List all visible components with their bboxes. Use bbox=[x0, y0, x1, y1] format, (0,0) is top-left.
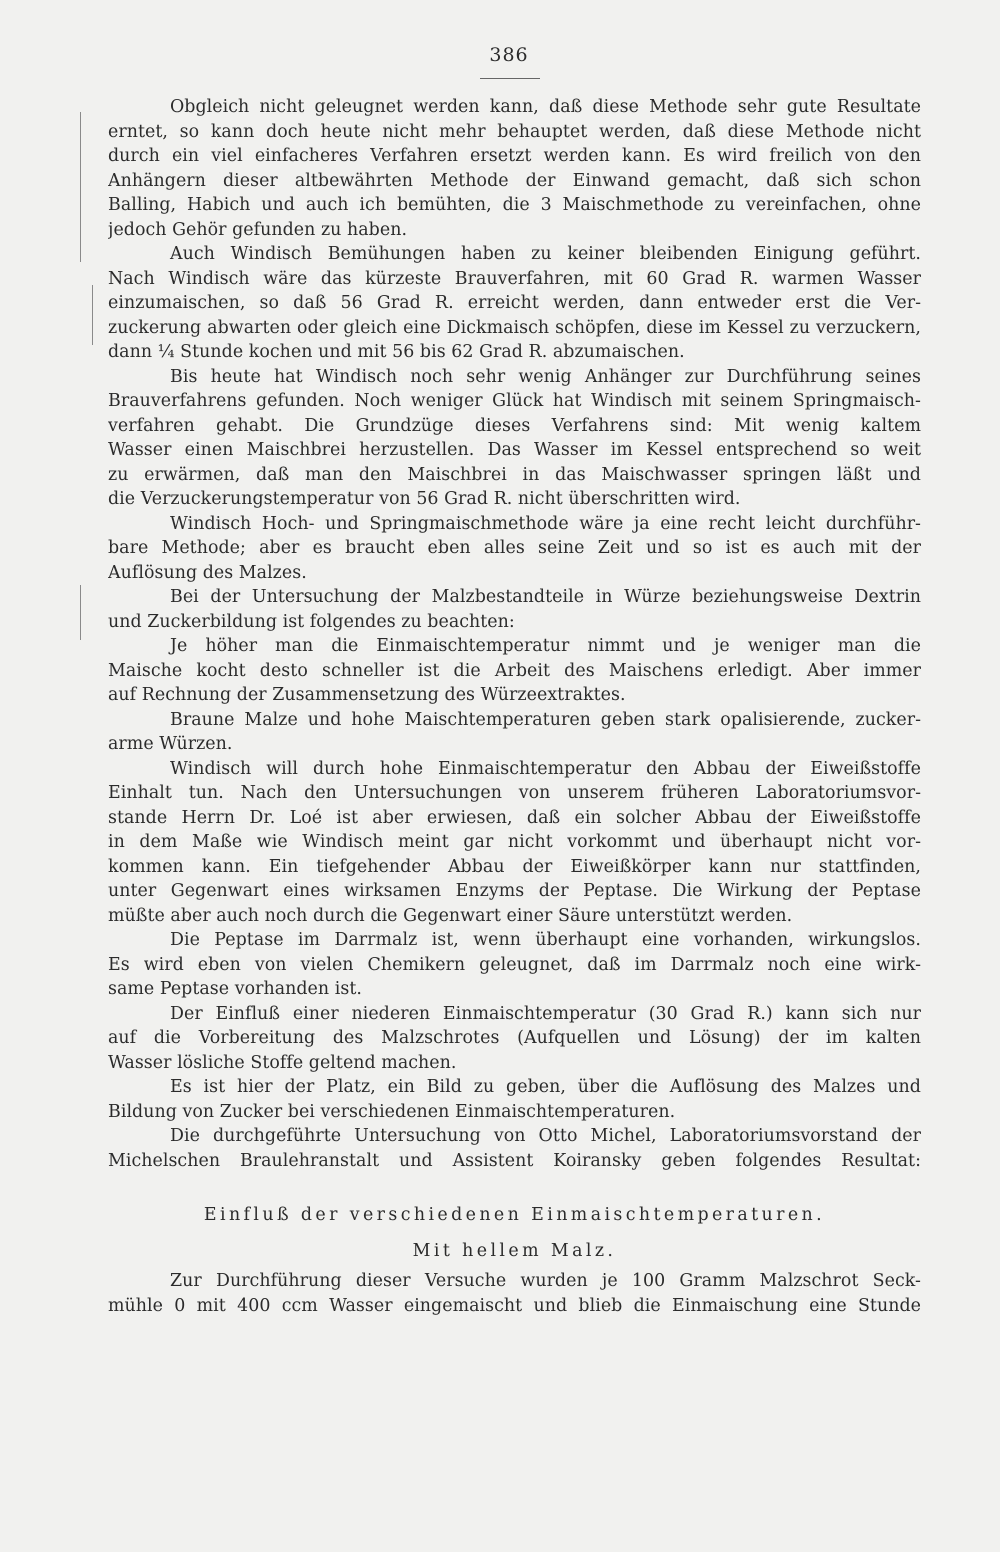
text-line: auf die Vorbereitung des Malzschrotes (Aufquellen und Lösung) der im kalten bbox=[108, 1028, 921, 1048]
text-line: unter Gegenwart eines wirksamen Enzyms der Peptase. Die Wirkung der Peptase bbox=[108, 881, 921, 901]
text-line: jedoch Gehör gefunden zu haben. bbox=[108, 219, 408, 240]
text-line: arme Würzen. bbox=[108, 734, 233, 754]
text-line: einzumaischen, so daß 56 Grad R. erreicht werden, dann entweder erst die Ver- bbox=[108, 293, 921, 313]
text-line: Die durchgeführte Untersuchung von Otto Michel, Laboratoriumsvorstand der bbox=[170, 1126, 921, 1146]
text-line: auf Rechnung der Zusammensetzung des Würzeextraktes. bbox=[108, 685, 626, 705]
text-line: Bis heute hat Windisch noch sehr wenig Anhänger zur Durchführung seines bbox=[170, 366, 921, 387]
section-subheading: Mit hellem Malz. bbox=[412, 1241, 617, 1261]
paragraph-lines-after bbox=[108, 1269, 921, 1318]
text-line: Auflösung des Malzes. bbox=[108, 562, 307, 583]
text-line: Michelschen Braulehranstalt und Assistent Koiransky geben folgendes Resultat: bbox=[108, 1150, 921, 1171]
body-text bbox=[108, 95, 921, 1318]
text-line: müßte aber auch noch durch die Gegenwart einer Säure unterstützt werden. bbox=[108, 905, 793, 926]
text-line: Auch Windisch Bemühungen haben zu keiner bleibenden Einigung geführt. bbox=[170, 244, 921, 264]
page-number: 386 bbox=[489, 44, 529, 66]
text-line: dann ¼ Stunde kochen und mit 56 bis 62 Grad R. abzumaischen. bbox=[108, 342, 685, 362]
text-line: Anhängern dieser altbewährten Methode der Einwand gemacht, daß sich schon bbox=[108, 170, 921, 191]
text-line: die Verzuckerungstemperatur von 56 Grad R. nicht überschritten wird. bbox=[108, 489, 741, 509]
text-line: Bei der Untersuchung der Malzbestandteile in Würze beziehungsweise Dextrin bbox=[170, 587, 921, 607]
text-line: Nach Windisch wäre das kürzeste Brauverfahren, mit 60 Grad R. warmen Wasser bbox=[108, 268, 921, 289]
text-line: und Zuckerbildung ist folgendes zu beachten: bbox=[108, 611, 515, 632]
margin-mark bbox=[80, 585, 81, 640]
text-line: erntet, so kann doch heute nicht mehr behauptet werden, daß diese Methode nicht bbox=[108, 121, 921, 142]
text-line: Brauverfahrens gefunden. Noch weniger Glück hat Windisch mit seinem Springmaisch- bbox=[108, 391, 921, 411]
text-line: Zur Durchführung dieser Versuche wurden je 100 Gramm Malzschrot Seck- bbox=[170, 1271, 921, 1291]
text-line: Bildung von Zucker bei verschiedenen Einmaischtemperaturen. bbox=[108, 1101, 676, 1122]
section-heading: Einfluß der verschiedenen Einmaischtemperaturen. bbox=[203, 1205, 826, 1225]
text-line: Balling, Habich und auch ich bemühten, die 3 Maischmethode zu vereinfachen, ohne bbox=[108, 195, 921, 215]
text-line: in dem Maße wie Windisch meint gar nicht vorkommt und überhaupt nicht vor- bbox=[108, 832, 921, 852]
text-line: Einhalt tun. Nach den Untersuchungen von unserem früheren Laboratoriumsvor- bbox=[108, 783, 921, 803]
text-line: Braune Malze und hohe Maischtemperaturen geben stark opalisierende, zucker- bbox=[170, 709, 921, 730]
text-line: bare Methode; aber es braucht eben alles seine Zeit und so ist es auch mit der bbox=[108, 538, 921, 558]
text-line: same Peptase vorhanden ist. bbox=[108, 979, 362, 999]
text-line: Wasser lösliche Stoffe geltend machen. bbox=[108, 1052, 457, 1073]
text-line: Die Peptase im Darrmalz ist, wenn überhaupt eine vorhanden, wirkungslos. bbox=[170, 930, 921, 950]
page-number-rule bbox=[480, 78, 540, 79]
section-spacer bbox=[108, 1173, 921, 1197]
paragraph-lines bbox=[108, 95, 921, 1173]
text-line: mühle 0 mit 400 ccm Wasser eingemaischt und blieb die Einmaischung eine Stunde bbox=[108, 1295, 921, 1316]
margin-mark bbox=[92, 285, 93, 345]
text-line: Windisch Hoch- und Springmaischmethode wäre ja eine recht leicht durchführ- bbox=[170, 513, 921, 534]
text-line: Wasser einen Maischbrei herzustellen. Das Wasser im Kessel entsprechend so weit bbox=[108, 440, 921, 460]
text-line: stande Herrn Dr. Loé ist aber erwiesen, daß ein solcher Abbau der Eiweißstoffe bbox=[108, 807, 921, 828]
text-line: verfahren gehabt. Die Grundzüge dieses Verfahrens sind: Mit wenig kaltem bbox=[108, 415, 921, 436]
text-line: zuckerung abwarten oder gleich eine Dickmaisch schöpfen, diese im Kessel zu verzuckern, bbox=[108, 317, 921, 338]
text-line: kommen kann. Ein tiefgehender Abbau der Eiweißkörper kann nur stattfinden, bbox=[108, 856, 921, 877]
text-line: Je höher man die Einmaischtemperatur nimmt und je weniger man die bbox=[170, 636, 921, 656]
text-line: Obgleich nicht geleugnet werden kann, daß diese Methode sehr gute Resultate bbox=[170, 97, 921, 117]
margin-mark bbox=[80, 112, 81, 262]
text-line: Es ist hier der Platz, ein Bild zu geben, über die Auflösung des Malzes und bbox=[170, 1077, 921, 1097]
text-line: durch ein viel einfacheres Verfahren ersetzt werden kann. Es wird freilich von den bbox=[108, 146, 921, 166]
text-line: Der Einfluß einer niederen Einmaischtemperatur (30 Grad R.) kann sich nur bbox=[170, 1003, 921, 1024]
text-line: zu erwärmen, daß man den Maischbrei in das Maischwasser springen läßt und bbox=[108, 464, 921, 485]
text-line: Windisch will durch hohe Einmaischtemperatur den Abbau der Eiweißstoffe bbox=[170, 758, 921, 779]
text-line: Maische kocht desto schneller ist die Arbeit des Maischens erledigt. Aber immer bbox=[108, 660, 921, 681]
text-line: Es wird eben von vielen Chemikern geleugnet, daß im Darrmalz noch eine wirk- bbox=[108, 954, 921, 975]
